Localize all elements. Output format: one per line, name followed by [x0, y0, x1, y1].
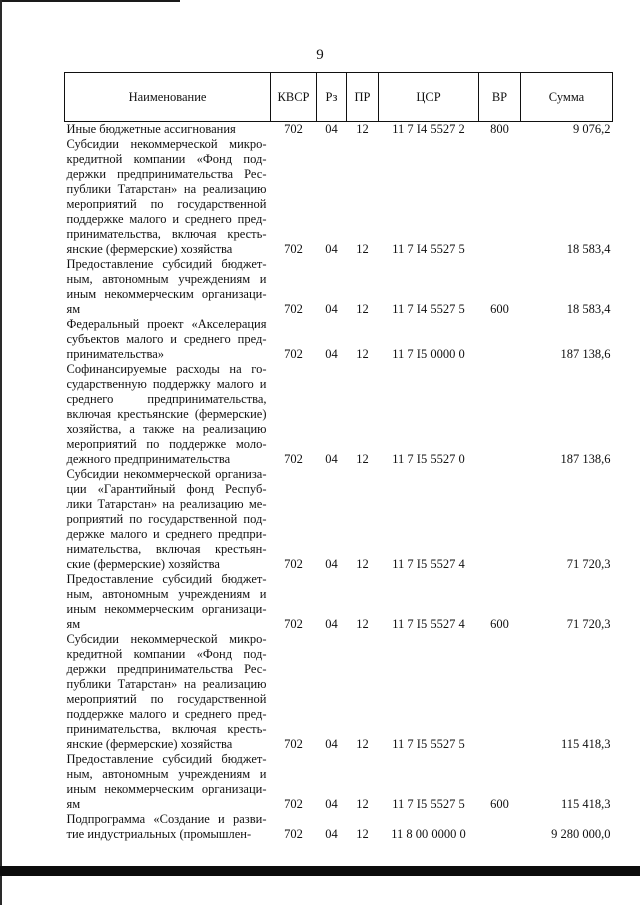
- header-sum: Сумма: [521, 73, 613, 122]
- row-csr: 11 7 I5 5527 0: [392, 452, 465, 466]
- row-name: Подпрограмма «Создание и разви-тие индустриальных (промышлен-: [66, 812, 267, 841]
- row-name: Субсидии некоммерческой микро-кредитной компании «Фонд под-держки предпринимательства Рес-публики Татарстан» на реализацию мероприятий по государственной поддержке малого и среднего пред-принимательства, включая кресть-янские (фермерские) хозяйства: [66, 137, 267, 256]
- row-sum: 187 138,6: [560, 347, 611, 361]
- table-header-row: [65, 73, 613, 122]
- row-sum: 71 720,3: [566, 617, 611, 631]
- row-rz: 04: [325, 452, 338, 466]
- row-name: Иные бюджетные ассигнования: [66, 122, 236, 136]
- table-row: [65, 257, 613, 317]
- row-pr: 12: [356, 242, 369, 256]
- row-name: Федеральный проект «Акселерация субъектов малого и среднего пред-принимательства»: [66, 317, 267, 361]
- row-kvsr: 702: [284, 122, 303, 136]
- row-sum: 71 720,3: [566, 557, 611, 571]
- row-csr: 11 7 I5 0000 0: [392, 347, 465, 361]
- row-vr: 600: [490, 302, 509, 316]
- row-rz: 04: [325, 617, 338, 631]
- row-kvsr: 702: [284, 797, 303, 811]
- table-row: [65, 572, 613, 632]
- row-vr: [479, 812, 521, 842]
- row-kvsr: 702: [284, 617, 303, 631]
- row-sum: 187 138,6: [560, 452, 611, 466]
- row-kvsr: 702: [284, 827, 303, 841]
- row-name: Предоставление субсидий бюджет-ным, автономным учреждениям и иным некоммерческим организаци-ям: [66, 257, 267, 316]
- row-vr: [479, 467, 521, 572]
- row-vr: [479, 137, 521, 257]
- table-row: [65, 317, 613, 362]
- scan-left-edge: [0, 0, 2, 905]
- header-csr: ЦСР: [379, 73, 479, 122]
- header-vr: ВР: [479, 73, 521, 122]
- row-kvsr: 702: [284, 302, 303, 316]
- row-pr: 12: [356, 452, 369, 466]
- row-vr: 600: [490, 617, 509, 631]
- page-number: 9: [316, 47, 324, 63]
- row-rz: 04: [325, 242, 338, 256]
- row-rz: 04: [325, 122, 338, 136]
- row-kvsr: 702: [284, 737, 303, 751]
- scan-top-edge-line: [0, 0, 180, 2]
- row-csr: 11 8 00 0000 0: [391, 827, 466, 841]
- row-pr: 12: [356, 617, 369, 631]
- row-sum: 115 418,3: [560, 737, 611, 751]
- row-pr: 12: [356, 737, 369, 751]
- table-row: [65, 812, 613, 842]
- row-rz: 04: [325, 827, 338, 841]
- row-pr: 12: [356, 557, 369, 571]
- row-vr: 800: [490, 122, 509, 136]
- row-csr: 11 7 I4 5527 5: [392, 242, 465, 256]
- header-kvsr: КВСР: [271, 73, 317, 122]
- row-rz: 04: [325, 737, 338, 751]
- scan-bottom-border: [0, 866, 640, 876]
- row-kvsr: 702: [284, 452, 303, 466]
- table-row: [65, 137, 613, 257]
- row-kvsr: 702: [284, 242, 303, 256]
- row-pr: 12: [356, 302, 369, 316]
- row-name: Предоставление субсидий бюджет-ным, автономным учреждениям и иным некоммерческим организаци-ям: [66, 572, 267, 631]
- row-csr: 11 7 I4 5527 2: [392, 122, 465, 136]
- row-csr: 11 7 I4 5527 5: [392, 302, 465, 316]
- header-rz: Рз: [317, 73, 347, 122]
- row-kvsr: 702: [284, 347, 303, 361]
- row-pr: 12: [356, 827, 369, 841]
- table-row: [65, 752, 613, 812]
- table-row: [65, 122, 613, 138]
- row-csr: 11 7 I5 5527 4: [392, 557, 465, 571]
- row-sum: 9 280 000,0: [551, 827, 611, 841]
- header-name: Наименование: [65, 73, 271, 122]
- row-sum: 18 583,4: [566, 302, 611, 316]
- row-sum: 9 076,2: [573, 122, 611, 136]
- row-rz: 04: [325, 347, 338, 361]
- row-name: Софинансируемые расходы на го-сударственную поддержку малого и среднего предпринимательства, включая крестьянские (фермерские) хозяйства, а также на реализацию мероприятий по поддержке моло-дежного предпринимательства: [66, 362, 267, 466]
- row-pr: 12: [356, 797, 369, 811]
- row-rz: 04: [325, 557, 338, 571]
- row-name: Предоставление субсидий бюджет-ным, автономным учреждениям и иным некоммерческим организаци-ям: [66, 752, 267, 811]
- header-pr: ПР: [347, 73, 379, 122]
- budget-table: [64, 72, 613, 842]
- table-row: [65, 362, 613, 467]
- row-sum: 18 583,4: [566, 242, 611, 256]
- row-vr: [479, 362, 521, 467]
- row-name: Субсидии некоммерческой организа-ции «Гарантийный фонд Респуб-лики Татарстан» на реализацию ме-роприятий по государственной под-держке малого и среднего предпри-нимательства, включая крестьян-ские (фермерские) хозяйства: [66, 467, 267, 571]
- row-rz: 04: [325, 797, 338, 811]
- row-vr: [479, 632, 521, 752]
- table-row: [65, 467, 613, 572]
- row-rz: 04: [325, 302, 338, 316]
- row-vr: 600: [490, 797, 509, 811]
- table-row: [65, 632, 613, 752]
- row-name: Субсидии некоммерческой микро-кредитной компании «Фонд под-держки предпринимательства Рес-публики Татарстан» на реализацию мероприятий по государственной поддержке малого и среднего пред-принимательства, включая кресть-янские (фермерские) хозяйства: [66, 632, 267, 751]
- row-kvsr: 702: [284, 557, 303, 571]
- row-sum: 115 418,3: [560, 797, 611, 811]
- row-pr: 12: [356, 347, 369, 361]
- row-csr: 11 7 I5 5527 5: [392, 737, 465, 751]
- row-csr: 11 7 I5 5527 5: [392, 797, 465, 811]
- row-csr: 11 7 I5 5527 4: [392, 617, 465, 631]
- row-vr: [479, 317, 521, 362]
- row-pr: 12: [356, 122, 369, 136]
